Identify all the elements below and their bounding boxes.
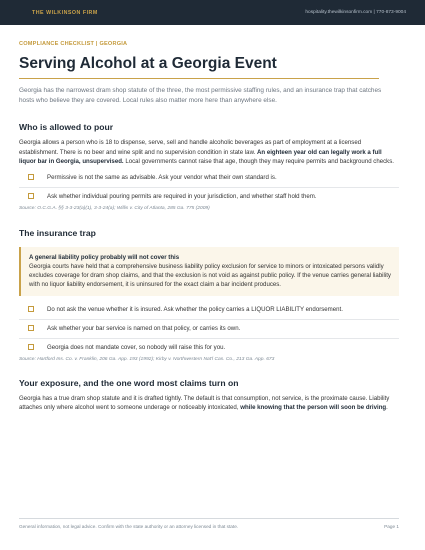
empty-checkbox-icon[interactable]: [28, 344, 34, 350]
checklist-item-text: Georgia does not mandate cover, so nobody will raise this for you.: [47, 343, 226, 351]
callout-title: A general liability policy probably will not cover this: [29, 253, 180, 261]
exposure-text-bold: while knowing that the person will soon be driving: [240, 404, 387, 412]
intro-paragraph: Georgia has the narrowest dram shop statute of the three, the most permissive staffing rules, and an insurance trap that catches hosts who believe they are covered. Local rules also matter more here than anywhere else.: [19, 87, 382, 105]
who-checklist: [19, 173, 399, 201]
checklist-item: [19, 187, 399, 201]
empty-checkbox-icon[interactable]: [28, 174, 34, 180]
checklist-item-text: Ask whether your bar service is named on that policy, or carries its own.: [47, 324, 241, 332]
who-text-b: Local governments cannot raise that age, though they may require permits and background checks.: [123, 158, 394, 166]
checklist-item: [19, 305, 399, 314]
eyebrow-label: COMPLIANCE CHECKLIST | GEORGIA: [19, 41, 128, 47]
firm-name: THE WILKINSON FIRM: [32, 9, 98, 16]
empty-checkbox-icon[interactable]: [28, 306, 34, 312]
who-text-a: Georgia allows a person who is 18 to dispense, serve, sell and handle alcoholic beverages as part of employment at a licensed establishment. There is no beer and wine split and no supervision condition in state law.: [19, 139, 362, 156]
warning-callout: [19, 247, 399, 296]
header-bar: [0, 0, 425, 25]
empty-checkbox-icon[interactable]: [28, 193, 34, 199]
source-citation: Source: Hartford Ins. Co. v. Franklin, 206 Ga. App. 193 (1992); Kirby v. Northwestern Nat'l Cas. Co., 213 Ga. App. 673: [19, 356, 275, 362]
exposure-text-a: Georgia has a true dram shop statute and it is drafted tightly. The default is that consumption, not service, is the proximate cause. Liability attaches only where alcohol went to someone underage or noticeably intoxicated,: [19, 394, 390, 412]
checklist-item: [19, 319, 399, 333]
section-heading-exposure: Your exposure, and the one word most claims turn on: [19, 377, 239, 388]
footer-disclaimer: General information, not legal advice. Confirm with the state authority or an attorney licensed in that state.: [19, 524, 239, 529]
title-divider: [19, 78, 379, 79]
callout-body: Georgia courts have held that a comprehensive business liability policy exclusion for service to minors or intoxicated persons validly excludes coverage for dram shop claims, and that the exclusion is not void as against public policy. If the venue carries general liability with no liquor liability endorsement, it is uninsured for the exact claim a bar incident produces.: [29, 262, 391, 289]
checklist-item: [19, 338, 399, 352]
page-number: Page 1: [384, 524, 399, 529]
contact-info: hospitality.thewilkinsonfirm.com | 770-873-9004: [305, 10, 406, 15]
insurance-checklist: [19, 305, 399, 352]
who-text-bold: An eighteen year old can legally work a full liquor bar in Georgia, unsupervised.: [19, 148, 382, 166]
exposure-paragraph: [19, 394, 399, 413]
checklist-item-text: Permissive is not the same as advisable. Ask your vendor what their own standard is.: [47, 173, 277, 181]
exposure-text-b: .: [386, 404, 388, 412]
checklist-item-text: Do not ask the venue whether it is insured. Ask whether the policy carries a LIQUOR LIABILITY endorsement.: [47, 305, 343, 313]
document-body: [19, 41, 399, 413]
empty-checkbox-icon[interactable]: [28, 325, 34, 331]
source-citation: Source: O.C.G.A. §§ 3-3-23(a)(1), 3-3-24(a); Willis v. City of Atlanta, 285 Ga. 775 (2009): [19, 205, 210, 211]
checklist-item-text: Ask whether individual pouring permits are required in your jurisdiction, and whether staff hold them.: [47, 192, 317, 200]
page-footer: [19, 518, 399, 529]
checklist-item: [19, 173, 399, 182]
page-title: Serving Alcohol at a Georgia Event: [19, 55, 277, 72]
section-heading-insurance: The insurance trap: [19, 227, 96, 238]
who-paragraph: [19, 138, 399, 166]
section-heading-who: Who is allowed to pour: [19, 122, 114, 133]
